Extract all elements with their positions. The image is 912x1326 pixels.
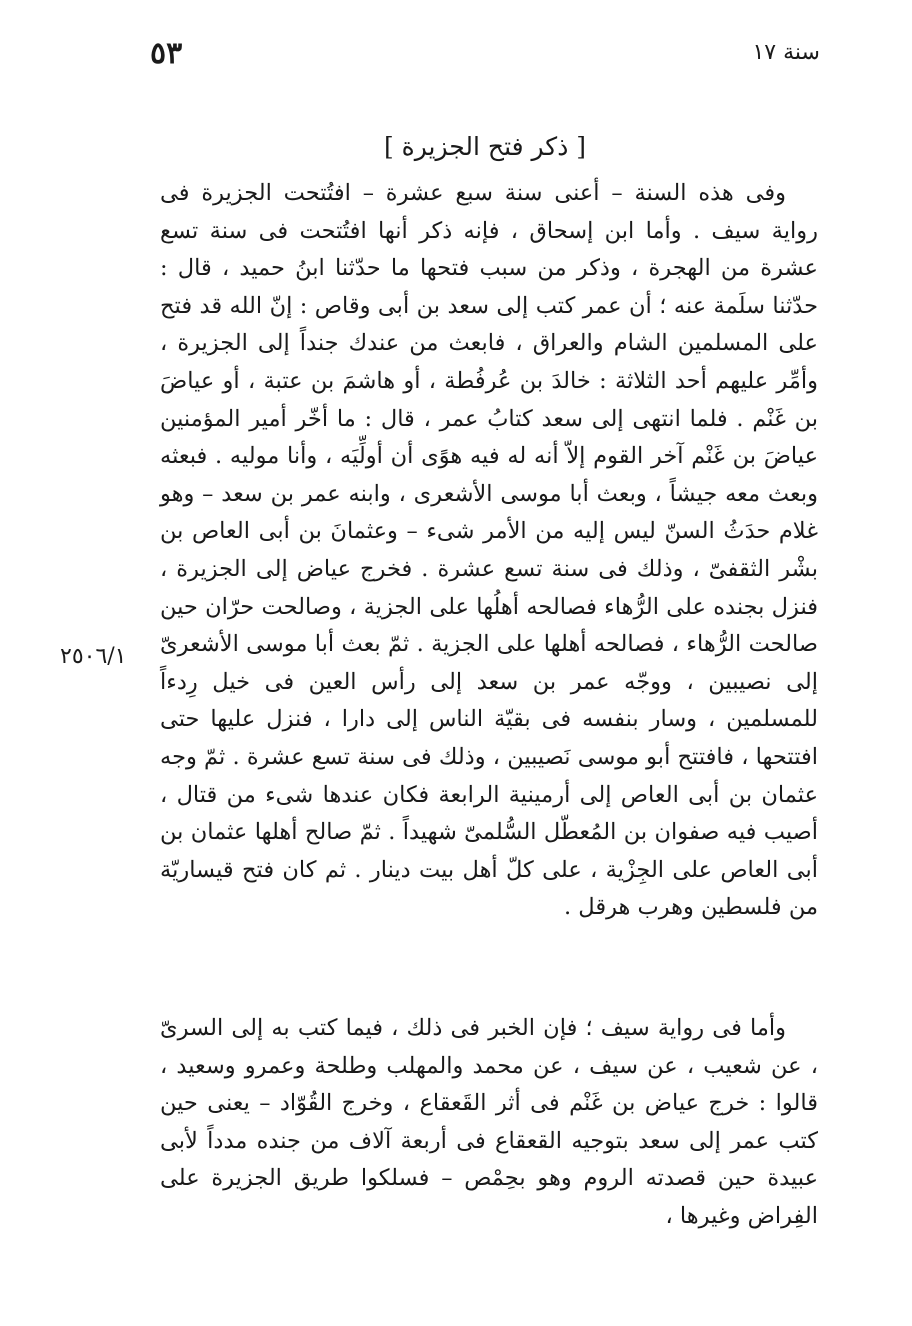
paragraph-text: وأما فى رواية سيف ؛ فإن الخبر فى ذلك ، فيما كتب به إلى السرىّ ، عن شعيب ، عن سيف ، عن محمد والمهلب وطلحة وعمرو وسعيد ، قالوا : خرج عياض بن غَنْم فى أثر القَعقاع ، وخرج القُوّاد – يعنى حين كتب عمر إلى سعد بتوجيه القعقاع فى أربعة آلاف من جنده مدداً لأبى عبيدة حين قصدته الروم وهو بحِمْص – فسلكوا طريق الجزيرة على الفِراض وغيرها ، <box>160 1015 818 1229</box>
paragraph-text: وفى هذه السنة – أعنى سنة سبع عشرة – افتُتحت الجزيرة فى رواية سيف . وأما ابن إسحاق ، فإنه ذكر أنها افتُتحت فى سنة تسع عشرة من الهجرة ، وذكر من سبب فتحها ما حدّثنا ابنُ حميد ، قال : حدّثنا سلَمة عنه ؛ أن عمر كتب إلى سعد بن أبى وقاص : إنّ الله قد فتح على المسلمين الشام والعراق ، فابعث من عندك جنداً إلى الجزيرة ، وأمِّر عليهم أحد الثلاثة : خالدَ بن عُرفُطة ، أو هاشمَ بن عتبة ، أو عياضَ بن غَنْم . فلما انتهى إلى سعد كتابُ عمر ، قال : ما أخّر أمير المؤمنين عياضَ بن غَنْم آخر القوم إلاّ أنه له فيه هوًى أن أولِّيَه ، وأنا موليه . فبعثه وبعث معه جيشاً ، وبعث أبا موسى الأشعرى ، وابنه عمر بن سعد – وهو غلام حدَثُ السنّ ليس إليه من الأمر شىء – وعثمانَ بن أبى العاص بن بشْر الثقفىّ ، وذلك فى سنة تسع عشرة . فخرج عياض إلى الجزيرة ، فنزل بجنده على الرُّهاء فصالحه أهلُها على الجزية ، وصالحت حرّان حين صالحت الرُّهاء ، فصالحه أهلها على الجزية . ثمّ بعث أبا موسى الأشعرىّ إلى نصيبين ، ووجّه عمر بن سعد إلى رأس العين فى خيل رِدءاً للمسلمين ، وسار بنفسه فى بقيّة الناس إلى دارا ، فنزل عليها حتى افتتحها ، فافتتح أبو موسى نَصيبين ، وذلك فى سنة تسع عشرة . ثمّ وجه عثمان بن أبى العاص إلى أرمينية الرابعة فكان عندها شىء من قتال ، أصيب فيه صفوان بن المُعطّل السُّلمىّ شهيداً . ثمّ صالح أهلها عثمان بن أبى العاص على الجِزْية ، على كلّ أهل بيت دينار . ثم كان فتح قيساريّة من فلسطين وهرب هرقل . <box>160 180 818 921</box>
page-number: ٥٣ <box>150 36 183 71</box>
section-title: [ ذكر فتح الجزيرة ] <box>383 132 587 161</box>
margin-reference: ٢٥٠٦/١ <box>60 644 127 669</box>
running-head: سنة ١٧ <box>752 40 820 65</box>
paragraph-1 <box>160 175 818 927</box>
page-header <box>150 36 820 76</box>
paragraph-2 <box>160 1010 818 1236</box>
